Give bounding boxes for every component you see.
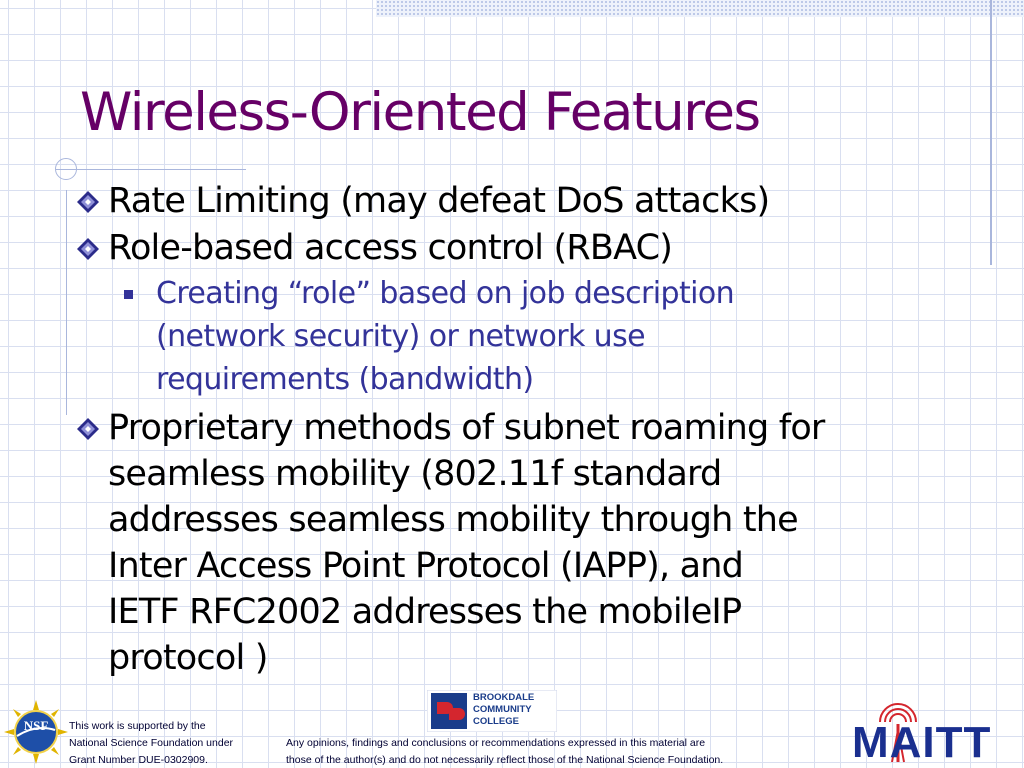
bullet-line: seamless mobility (802.11f standard xyxy=(108,454,722,494)
sub-bullet-line: Creating “role” based on job description xyxy=(156,272,1020,315)
slide-title: Wireless-Oriented Features xyxy=(80,82,760,143)
bullet-line: Proprietary methods of subnet roaming for xyxy=(108,408,825,448)
bullet-text: Rate Limiting (may defeat DoS attacks) xyxy=(108,181,770,221)
sub-bullet-line: requirements (bandwidth) xyxy=(156,362,534,397)
decorative-vertical-rule-left xyxy=(66,190,67,415)
decorative-horizontal-rule xyxy=(56,169,246,170)
bullet-line: Inter Access Point Protocol (IAPP), and xyxy=(108,546,744,586)
bullet-list xyxy=(70,178,1020,682)
bullet-text: Role-based access control (RBAC) xyxy=(108,228,673,268)
diamond-bullet-icon xyxy=(76,190,100,214)
diamond-bullet-icon xyxy=(76,237,100,261)
maitt-logo-text: MAITT xyxy=(852,718,992,767)
bullet-line: protocol ) xyxy=(108,638,268,678)
decorative-circle xyxy=(55,158,77,180)
diamond-bullet-icon xyxy=(76,417,100,441)
bullet-item xyxy=(70,405,1020,681)
decorative-top-band xyxy=(376,0,1024,17)
svg-text:NSF: NSF xyxy=(23,718,49,733)
square-bullet-icon xyxy=(124,290,133,299)
nsf-support-note: This work is supported by the National Science Foundation under Grant Number DUE-0302909. xyxy=(69,720,234,766)
bullet-line: addresses seamless mobility through the xyxy=(108,500,798,540)
sub-bullet xyxy=(156,272,1020,401)
sub-bullet-line: (network security) or network use xyxy=(156,319,645,354)
bullet-item xyxy=(70,178,1020,224)
bullet-item xyxy=(70,225,1020,271)
disclaimer: Any opinions, findings and conclusions or recommendations expressed in this material are those of the author(s) and do not necessarily reflect those of the National Science Foundation. xyxy=(286,737,724,766)
brookdale-college-logo-text: BROOKDALE COMMUNITY COLLEGE xyxy=(473,692,535,727)
bullet-line: IETF RFC2002 addresses the mobileIP xyxy=(108,592,742,632)
nsf-logo xyxy=(4,700,68,764)
